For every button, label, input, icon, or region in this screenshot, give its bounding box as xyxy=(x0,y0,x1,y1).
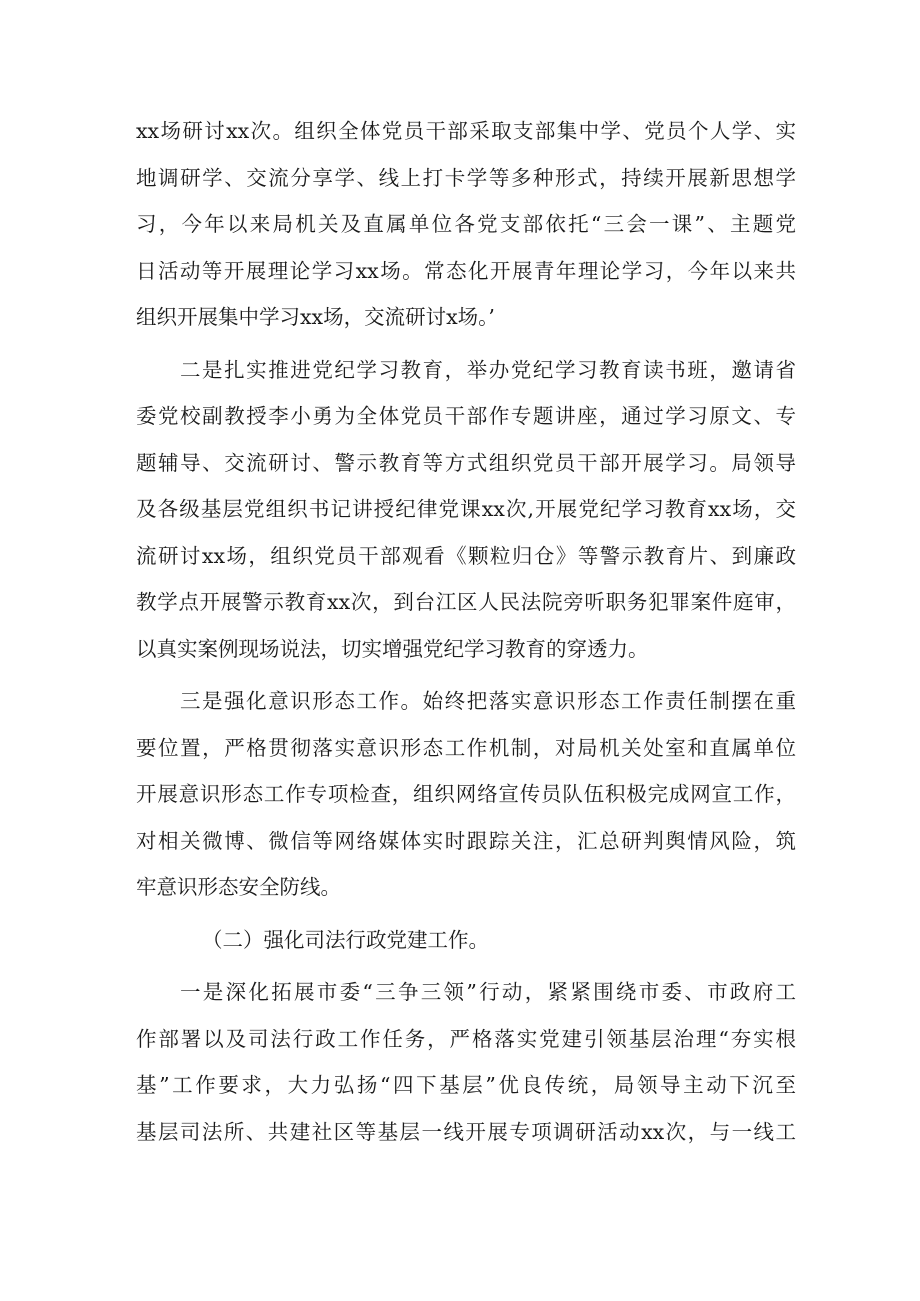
text-line: 作部署以及司法行政工作任务，严格落实党建引领基层治理“夯实根 xyxy=(136,1026,796,1051)
paragraph-ideology-work xyxy=(136,678,796,911)
text-line: 对相关微博、微信等网络媒体实时跟踪关注，汇总研判舆情风险，筑 xyxy=(136,828,796,853)
text-line: 组织开展集中学习xx场，交流研讨x场。’ xyxy=(136,305,495,329)
text-line: 一是深化拓展市委“三争三领”行动，紧紧围绕市委、市政府工 xyxy=(180,980,796,1004)
paragraph-three-contests xyxy=(136,969,796,1155)
text-line: 要位置，严格贯彻落实意识形态工作机制，对局机关处室和直属单位 xyxy=(136,735,796,760)
heading-text: （二）强化司法行政党建工作。 xyxy=(202,927,489,952)
text-line: 教学点开展警示教育xx次，到台江区人民法院旁听职务犯罪案件庭审， xyxy=(136,590,796,614)
text-line: 以真实案例现场说法，切实增强党纪学习教育的穿透力。 xyxy=(136,636,649,661)
text-line: xx场研讨xx次。组织全体党员干部采取支部集中学、党员个人学、实 xyxy=(136,119,796,143)
text-line: 委党校副教授李小勇为全体党员干部作专题讲座，通过学习原文、专 xyxy=(136,404,796,428)
paragraph-theory-study xyxy=(136,108,796,341)
section-heading xyxy=(136,917,796,964)
document-body xyxy=(136,108,796,1155)
text-line: 及各级基层党组织书记讲授纪律党课xx次,开展党纪学习教育xx场，交 xyxy=(136,497,796,521)
paragraph-discipline-education xyxy=(136,347,796,673)
text-line: 地调研学、交流分享学、线上打卡学等多种形式，持续开展新思想学 xyxy=(136,165,796,190)
text-line: 基层司法所、共建社区等基层一线开展专项调研活动xx次，与一线工 xyxy=(136,1119,796,1144)
text-line: 牢意识形态安全防线。 xyxy=(136,875,341,899)
text-line: 基”工作要求，大力弘扬“四下基层”优良传统，局领导主动下沉至 xyxy=(136,1073,796,1097)
text-line: 日活动等开展理论学习xx场。常态化开展青年理论学习，今年以来共 xyxy=(136,258,796,283)
text-line: 二是扎实推进党纪学习教育，举办党纪学习教育读书班，邀请省 xyxy=(180,357,796,382)
text-line: 三是强化意识形态工作。始终把落实意识形态工作责任制摆在重 xyxy=(180,689,796,713)
text-line: 习，今年以来局机关及直属单位各党支部依托“三会一课”、主题党 xyxy=(136,212,796,236)
text-line: 流研讨xx场，组织党员干部观看《颗粒归仓》等警示教育片、到廉政 xyxy=(136,543,796,568)
text-line: 开展意识形态工作专项检查，组织网络宣传员队伍积极完成网宣工作， xyxy=(136,782,796,806)
text-line: 题辅导、交流研讨、警示教育等方式组织党员干部开展学习。局领导 xyxy=(136,450,796,475)
